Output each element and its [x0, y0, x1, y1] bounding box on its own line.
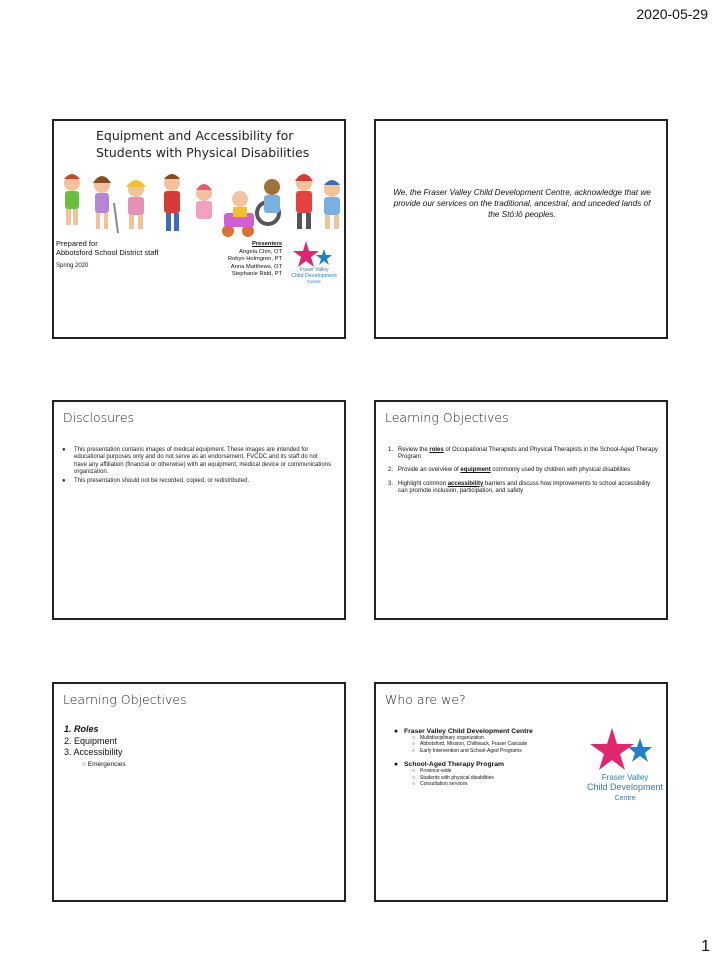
presenter: Robyn Holmgren, PT	[227, 256, 282, 263]
item-keyword: equipment	[460, 467, 491, 474]
slide-learning-objectives	[52, 682, 346, 902]
prepared-for-label: Prepared for	[56, 239, 98, 248]
list-item-active: 1. Roles	[64, 724, 99, 734]
list-item-text: This presentation contains images of medical equipment. These images are intended for educational purposes only and do not serve as an endorsement. FVCDC and its staff do not have any affiliation (financial or otherwise) with an equipment, medical device or communications organization.	[74, 447, 332, 476]
item-text: Review the	[398, 447, 430, 453]
slide-heading: Learning Objectives	[63, 692, 187, 707]
slide-heading: Learning Objectives	[385, 410, 509, 425]
list-subitem	[394, 748, 584, 754]
slide-who-are-we	[374, 682, 668, 902]
org-name: Fraser Valley Child Development Centre	[404, 728, 533, 735]
presenters-list	[214, 241, 282, 279]
land-acknowledgement: We, the Fraser Valley Child Development Centre, acknowledge that we provide our services on the traditional, ancestral, and unceded lands of the Stó:lō peoples.	[393, 188, 651, 219]
logo-text-line-1: Fraser Valley	[601, 773, 649, 782]
list-item	[394, 728, 584, 735]
logo-text-line-2: Child Development	[586, 782, 664, 792]
list-subitem	[394, 781, 584, 787]
logo-text-line-1: Fraser Valley	[299, 267, 329, 273]
objectives-list	[388, 447, 658, 501]
logo-text-line-3: Centre	[614, 795, 636, 802]
presenter: Stephanie Ridd, PT	[231, 271, 282, 278]
circle-bullet-icon: ○	[412, 768, 416, 775]
organization-list	[394, 726, 584, 787]
children-illustration	[54, 173, 346, 245]
prepared-for-audience: Abbotsford School District staff	[56, 248, 159, 257]
subitem-text: Abbotsford, Mission, Chilliwack, Fraser Cascade	[420, 741, 528, 748]
subitem-text: Multidisciplinary organization	[420, 735, 484, 741]
circle-bullet-icon: ○	[412, 781, 416, 788]
page-number: 1	[701, 938, 710, 955]
page-date: 2020-05-29	[636, 6, 708, 22]
subitem-text: Early Intervention and School-Aged Programs	[420, 747, 522, 754]
slide-learning-objectives-detail	[374, 400, 668, 620]
bullet-icon: ●	[62, 447, 66, 453]
subitem-text: Emergencies	[87, 760, 126, 768]
slide-acknowledgement	[374, 119, 668, 339]
circle-bullet-icon: ○	[412, 747, 416, 754]
subitem-text: Province-wide	[420, 768, 452, 775]
item-keyword: accessibility	[447, 480, 484, 487]
logo-text-line-3: Centre	[307, 279, 321, 284]
item-number: 2.	[388, 467, 394, 474]
disclosure-list	[62, 447, 332, 486]
circle-bullet-icon: ○	[412, 735, 416, 741]
list-item	[388, 447, 658, 461]
circle-bullet-icon: ○	[412, 774, 416, 781]
item-text: commonly used by children with physical disabilities	[490, 467, 631, 474]
slide-disclosures	[52, 400, 346, 620]
circle-bullet-icon: ○	[82, 760, 88, 768]
slide-heading: Who are we?	[385, 692, 466, 707]
fvcdc-logo	[286, 239, 342, 285]
list-item	[388, 467, 658, 474]
list-item	[62, 447, 332, 477]
fvcdc-logo	[582, 726, 668, 806]
list-item-text: This presentation should not be recorded, copied, or redistributed.	[74, 477, 250, 484]
prepared-for	[56, 239, 158, 257]
bullet-icon: ●	[394, 761, 399, 769]
subitem-text: Students with physical disabilities	[420, 774, 494, 781]
presentation-date: Spring 2020	[56, 263, 89, 269]
item-number: 3.	[388, 480, 394, 487]
slide-heading: Disclosures	[63, 410, 135, 425]
list-item: 3. Accessibility	[64, 747, 123, 757]
title-line-2: Students with Physical Disabilities	[96, 145, 310, 160]
slide-title-heading	[96, 127, 309, 161]
presenter: Anna Matthews, OT	[230, 263, 282, 270]
logo-text-line-2: Child Development	[291, 273, 337, 279]
subitem-text: Consultation services	[420, 781, 468, 788]
pink-star-icon	[293, 241, 319, 267]
bullet-icon: ●	[394, 728, 399, 735]
objectives-list	[64, 724, 126, 770]
blue-star-icon	[628, 738, 652, 762]
list-item: 2. Equipment	[64, 735, 118, 746]
item-keyword: roles	[429, 447, 444, 453]
presenters-heading: Presenters	[252, 241, 282, 247]
item-text: of Occupational Therapists and Physical Therapists in the School-Aged Therapy Program	[398, 447, 658, 461]
item-text: barriers and discuss how improvements to school accessibility can promote inclusion, participation, and safety	[398, 480, 651, 494]
org-name: School-Aged Therapy Program	[404, 761, 505, 769]
item-text: Provide an overview of	[398, 467, 461, 474]
circle-bullet-icon: ○	[412, 741, 416, 748]
list-item	[62, 478, 332, 485]
list-subitem	[64, 759, 126, 771]
bullet-icon: ●	[62, 477, 66, 484]
item-text: Highlight common	[398, 480, 448, 487]
slide-title	[52, 119, 346, 339]
list-item	[388, 481, 658, 495]
item-number: 1.	[388, 447, 394, 453]
pink-star-icon	[590, 728, 634, 770]
presenter: Angela Chin, OT	[239, 248, 282, 255]
list-item	[394, 761, 584, 768]
title-line-1: Equipment and Accessibility for	[96, 128, 294, 143]
